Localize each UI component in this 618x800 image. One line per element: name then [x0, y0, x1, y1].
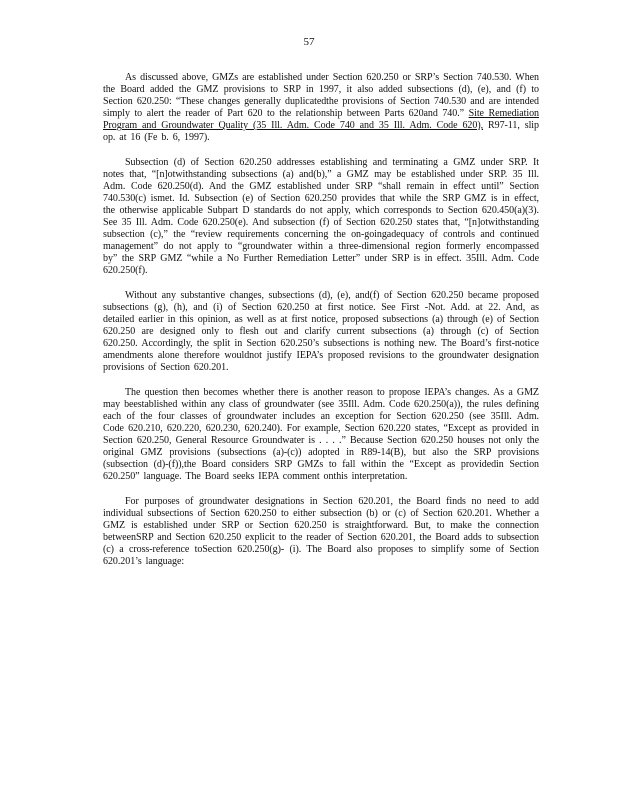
paragraph-text: As discussed above, GMZs are established under Section 620.250 or SRP’s Section 740.530. When the Board added the GMZ provisions to SRP in 1997, it also added subsections (d), (e), and (f) to Section 620.250: “These changes generally duplicatedthe provisions of Section 740.530 and are intended simply to alert the reader of Part 620 to the relationship between Parts 620and 740.”: [103, 72, 539, 119]
paragraph-question: The question then becomes whether there is another reason to propose IEPA’s changes. As a GMZ may beestablished within any class of groundwater (see 35Ill. Adm. Code 620.250(a)), the rules defining each of the four classes of groundwater includes an exception for Section 620.250 (see 35Ill. Adm. Code 620.210, 620.220, 620.230, 620.240). For example, Section 620.220 states, “Except as provided in Section 620.250, General Resource Groundwater is . . . .” Because Section 620.250 houses not only the original GMZ provisions (subsections (a)-(c)) adopted in R89-14(B), but also the SRP provisions (subsection (d)-(f)),the Board considers SRP GMZs to fall within the “Except as providedin Section 620.250” language. The Board seeks IEPA comment onthis interpretation.: [103, 387, 539, 482]
paragraph-designations: For purposes of groundwater designations in Section 620.201, the Board finds no need to add individual subsections of Section 620.250 to either subsection (b) or (c) of Section 620.201. Whether a GMZ is established under SRP or Section 620.250 is straightforward. But, to make the connection betweenSRP and Section 620.250 explicit to the reader of Section 620.201, the Board adds to subsection (c) a cross-reference toSection 620.250(g)- (i). The Board also proposes to simplify some of Section 620.201’s language:: [103, 496, 539, 567]
citation-tail: R97-11, slip op. at 16 (Fe b. 6, 1997).: [103, 120, 539, 143]
document-body: [103, 72, 539, 581]
page-number: 57: [303, 36, 315, 48]
paragraph-gmz-establishment: [103, 72, 539, 144]
paragraph-subsection-d: Subsection (d) of Section 620.250 addresses establishing and terminating a GMZ under SRP. It notes that, “[n]otwithstanding subsections (a) and(b),” a GMZ may be established under SRP. 35 Ill. Adm. Code 620.250(d). And the GMZ established under SRP “shall remain in effect until” Section 740.530(c) ismet. Id. Subsection (e) of Section 620.250 provides that while the SRP GMZ is in effect, the otherwise applicable Subpart D standards do not apply, which corresponds to Section 620.450(a)(3). See 35 Ill. Adm. Code 620.250(e). And subsection (f) of Section 620.250 states that, “[n]otwithstanding subsection (c),” the “review requirements concerning the on-goingadequacy of controls and continued management” do not apply to “groundwater within a three-dimensional region formerly encompassed by” the SRP GMZ “while a No Further Remediation Letter” under SRP is in effect. 35Ill. Adm. Code 620.250(f).: [103, 157, 539, 276]
case-citation: Site Remediation Program and Groundwater Quality (35 Ill. Adm. Code 740 and 35 Ill. Adm. Code 620),: [103, 108, 540, 131]
paragraph-substantive-changes: Without any substantive changes, subsections (d), (e), and(f) of Section 620.250 became proposed subsections (g), (h), and (i) of Section 620.250 at first notice. See First -Not. Add. at 22. And, as detailed earlier in this opinion, as well as at first notice, proposed subsections (a) through (e) of Section 620.250 are designed only to flesh out and clarify current subsections (a) through (c) of Section 620.250. Accordingly, the split in Section 620.250’s subsections is nothing new. The Board’s first-notice amendments alone therefore wouldnot justify IEPA’s proposed revisions to the groundwater designation provisions of Section 620.201.: [103, 290, 539, 373]
